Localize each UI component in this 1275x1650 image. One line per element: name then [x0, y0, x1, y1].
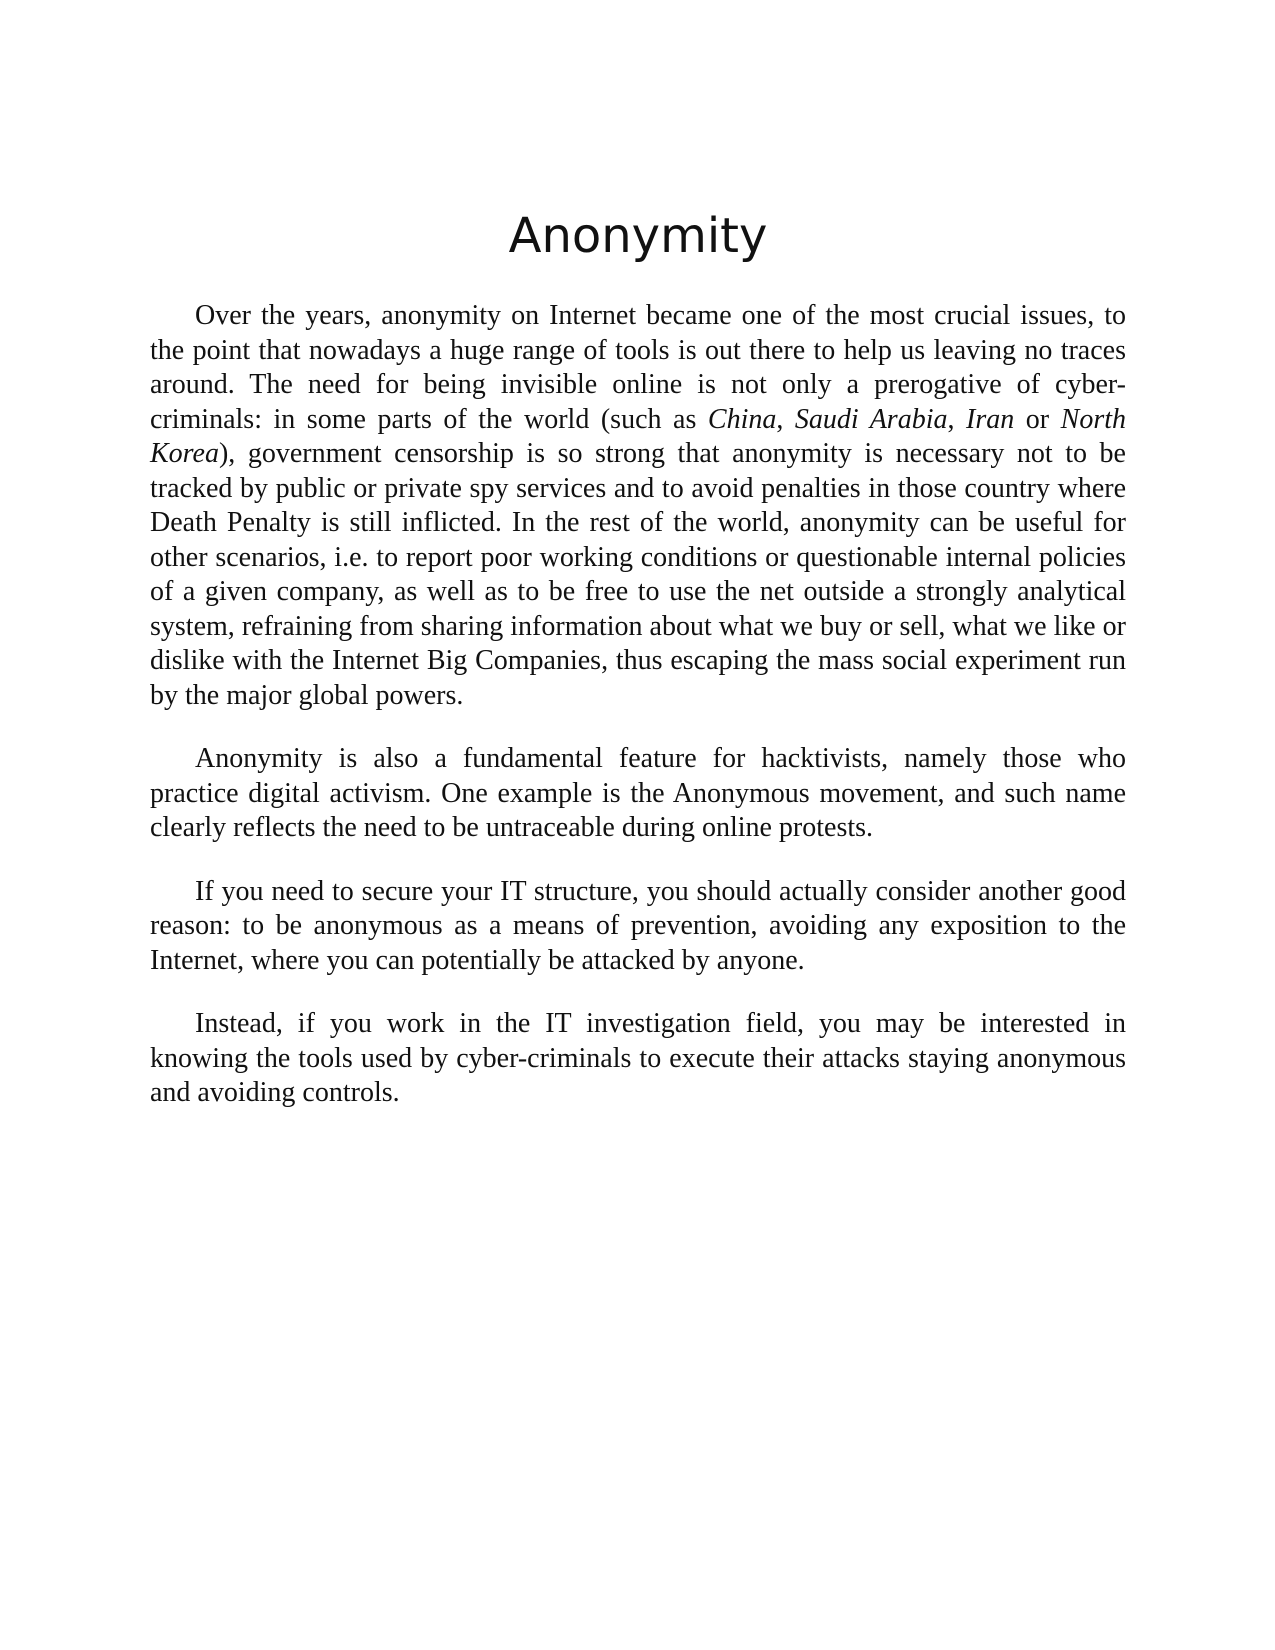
paragraph-1-text-a: Over the years, anonymity on Internet became one of the most crucial issues, to the point that nowadays a huge range of tools is out there to help us leaving no traces around. The need for being invisible online is not only a prerogative of cyber-criminals: in some parts of the world (such as	[150, 300, 1126, 435]
country-iran: Iran	[966, 403, 1015, 435]
paragraph-3: If you need to secure your IT structure, you should actually consider another good reason: to be anonymous as a means of prevention, avoiding any exposition to the Internet, where you can potentially be attacked by anyone.	[150, 875, 1126, 976]
paragraph-1-text-b: ), government censorship is so strong that anonymity is necessary not to be tracked by public or private spy services and to avoid penalties in those country where Death Penalty is still inflicted. In the rest of the world, anonymity can be useful for other scenarios, i.e. to report poor working conditions or questionable internal policies of a given company, as well as to be free to use the net outside a strongly analytical system, refraining from sharing information about what we buy or sell, what we like or dislike with the Internet Big Companies, thus escaping the mass social experiment run by the major global powers.	[150, 438, 1126, 711]
paragraph-2: Anonymity is also a fundamental feature for hacktivists, namely those who practice digital activism. One example is the Anonymous movement, and such name clearly reflects the need to be untraceable during online protests.	[150, 743, 1126, 843]
paragraph-1	[150, 299, 1126, 713]
separator: or	[1014, 403, 1061, 435]
country-saudi-arabia: Saudi Arabia	[794, 403, 948, 435]
paragraph-4: Instead, if you work in the IT investigation field, you may be interested in knowing the tools used by cyber-criminals to execute their attacks staying anonymous and avoiding controls.	[150, 1008, 1126, 1108]
body-text	[150, 299, 1126, 1140]
country-china: China	[707, 403, 777, 435]
country-north-korea: North Korea	[150, 403, 1126, 469]
separator: ,	[776, 403, 795, 435]
separator: ,	[947, 403, 967, 435]
page-title: Anonymity	[508, 208, 768, 264]
